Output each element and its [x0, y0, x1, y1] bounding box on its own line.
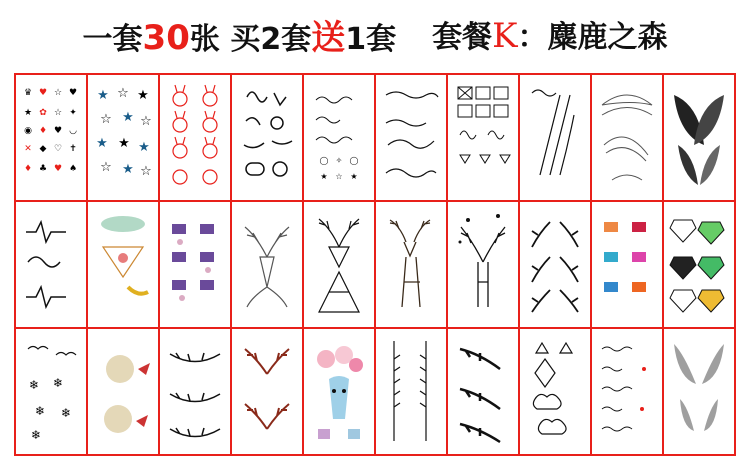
tattoo-sheet-grid [14, 73, 736, 456]
stars-icon [88, 75, 158, 200]
tattoo-card [303, 74, 375, 201]
sunshine-script-icon [376, 75, 446, 200]
svg-text:♥: ♥ [68, 88, 78, 98]
tattoo-card [231, 328, 303, 455]
svg-text:❄: ❄ [28, 378, 40, 392]
svg-text:✝: ✝ [69, 144, 77, 154]
tattoo-card [303, 201, 375, 328]
tattoo-card [87, 201, 159, 328]
svg-text:☆: ☆ [140, 114, 152, 129]
svg-text:☆: ☆ [53, 108, 63, 118]
watercolor-deer-icon [88, 202, 158, 327]
tattoo-card [303, 328, 375, 455]
black-antlers-icon [448, 329, 518, 454]
mini-script-icon [592, 329, 662, 454]
tattoo-card [591, 74, 663, 201]
tattoo-card [15, 74, 87, 201]
promo-mid: 张 买 [189, 21, 261, 57]
package-letter: K [492, 16, 518, 56]
svg-text:★: ★ [320, 172, 328, 181]
galaxy-deer-icon [160, 202, 230, 327]
birds-snowflakes-icon [16, 329, 86, 454]
svg-text:♣: ♣ [38, 164, 48, 174]
tattoo-card [159, 328, 231, 455]
symbols-icon [16, 75, 86, 200]
alive-script-icon [520, 75, 590, 200]
flower-deer-icon [304, 329, 374, 454]
tattoo-card [591, 201, 663, 328]
stag-sketch-icon [376, 202, 446, 327]
svg-text:✦: ✦ [69, 108, 77, 118]
promo-buy-count: 2 [260, 21, 282, 57]
svg-text:♛: ♛ [23, 88, 33, 98]
promo-count: 30 [142, 17, 190, 58]
deer-sketch-icon [232, 75, 302, 200]
promo-mid2: 套 [281, 21, 312, 57]
svg-text:♥: ♥ [38, 88, 48, 98]
svg-text:♦: ♦ [23, 164, 33, 174]
tattoo-card [519, 328, 591, 455]
svg-text:★: ★ [138, 140, 150, 155]
tattoo-card [375, 201, 447, 328]
tattoo-card [375, 74, 447, 201]
tattoo-card [87, 74, 159, 201]
svg-text:★: ★ [118, 136, 130, 151]
svg-text:★: ★ [96, 136, 108, 151]
tattoo-card [447, 201, 519, 328]
promo-text [83, 10, 397, 59]
svg-text:☆: ☆ [100, 112, 112, 127]
svg-text:❄: ❄ [34, 404, 46, 418]
vertical-branches-icon [376, 329, 446, 454]
tattoo-card [663, 201, 735, 328]
svg-text:◉: ◉ [24, 126, 32, 136]
svg-text:✕: ✕ [24, 144, 32, 154]
svg-text:◆: ◆ [39, 144, 47, 154]
svg-text:❄: ❄ [60, 406, 72, 420]
svg-text:★: ★ [122, 110, 134, 125]
tattoo-card [15, 328, 87, 455]
dark-wings-icon [664, 75, 734, 200]
tattoo-card [159, 74, 231, 201]
branches-icon [160, 329, 230, 454]
svg-text:★: ★ [97, 88, 109, 103]
tattoo-card [663, 74, 735, 201]
triangles-clouds-icon [520, 329, 590, 454]
colorful-deer-icon [592, 202, 662, 327]
banner-header [0, 0, 750, 68]
bird-triangle-icon [88, 329, 158, 454]
tattoo-card [447, 74, 519, 201]
red-antlers-icon [232, 329, 302, 454]
tattoo-card [231, 201, 303, 328]
heartbeat-icon [16, 202, 86, 327]
tattoo-card [447, 328, 519, 455]
script-words-icon [304, 75, 374, 200]
svg-text:✿: ✿ [39, 108, 47, 118]
svg-text:♥: ♥ [53, 126, 63, 136]
svg-text:★: ★ [350, 172, 358, 181]
svg-text:◯: ◯ [349, 156, 359, 165]
wings-icon [592, 75, 662, 200]
svg-text:★: ★ [23, 108, 33, 118]
deer-tree-icon [448, 202, 518, 327]
svg-text:☆: ☆ [53, 88, 63, 98]
tattoo-card [591, 328, 663, 455]
svg-text:★: ★ [122, 162, 134, 177]
svg-text:◡: ◡ [69, 126, 77, 136]
package-name: 麋鹿之森 [547, 20, 668, 55]
svg-text:☆: ☆ [100, 160, 112, 175]
svg-text:☆: ☆ [335, 172, 343, 181]
tattoo-card [375, 328, 447, 455]
tattoo-card [519, 201, 591, 328]
svg-text:★: ★ [137, 88, 149, 103]
svg-text:♡: ♡ [53, 144, 63, 154]
svg-text:♠: ♠ [68, 164, 78, 174]
tattoo-card [159, 201, 231, 328]
svg-text:◯: ◯ [319, 156, 329, 165]
promo-send: 送 [311, 17, 346, 58]
svg-text:♥: ♥ [53, 164, 63, 174]
tattoo-card [231, 74, 303, 201]
tattoo-card [519, 74, 591, 201]
svg-text:❄: ❄ [52, 376, 64, 390]
promo-prefix: 一套 [82, 21, 143, 57]
promo-suffix: 套 [366, 21, 397, 57]
geometric-icon [448, 75, 518, 200]
svg-text:✧: ✧ [335, 156, 343, 165]
geometric-stag-icon [304, 202, 374, 327]
tattoo-card [663, 328, 735, 455]
package-prefix: 套餐 [432, 20, 493, 55]
package-title [432, 12, 667, 56]
antlers-icon [520, 202, 590, 327]
promo-free-count: 1 [345, 21, 367, 57]
tattoo-card [87, 328, 159, 455]
svg-text:❄: ❄ [30, 428, 42, 442]
svg-text:☆: ☆ [140, 164, 152, 179]
svg-text:♦: ♦ [38, 126, 48, 136]
gems-icon [664, 202, 734, 327]
svg-text:☆: ☆ [117, 86, 129, 101]
grey-wings-icon [664, 329, 734, 454]
bunny-faces-icon [160, 75, 230, 200]
package-sep: ： [517, 20, 548, 55]
antler-head-icon [232, 202, 302, 327]
tattoo-card [15, 201, 87, 328]
